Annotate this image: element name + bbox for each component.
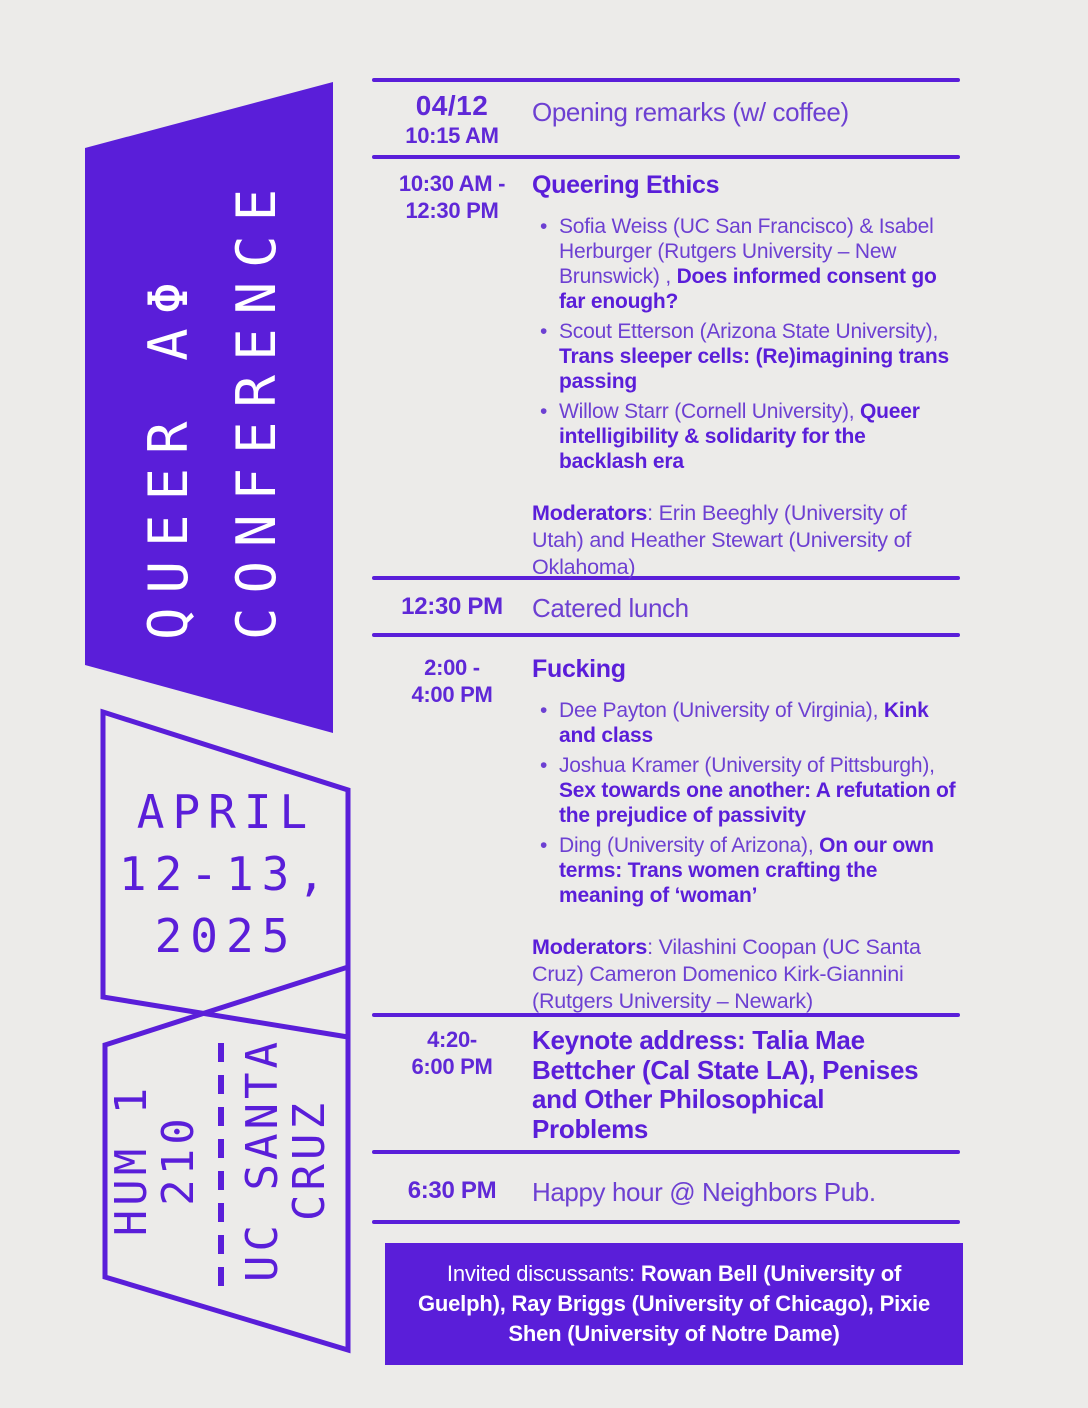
keynote-time (380, 1026, 524, 1080)
date-line3: 2025 (154, 909, 298, 963)
divider-line (372, 633, 960, 637)
schedule-row-lunch (372, 592, 960, 624)
session1-talks (532, 214, 956, 474)
schedule-row-opening (372, 90, 960, 148)
talk-item (532, 753, 956, 828)
session2-title: Fucking (532, 655, 626, 683)
talk-title: Does informed consent go far enough? (559, 265, 937, 313)
happy-hour-time-label: 6:30 PM (407, 1177, 497, 1204)
session2-talks (532, 698, 956, 908)
conference-dates (76, 781, 376, 967)
lunch-time (380, 592, 524, 622)
keynote-time-start: 4:20- (427, 1027, 477, 1052)
moderators-names: : Erin Beeghly (University of Utah) and Heather Stewart (University of Oklahoma) (532, 501, 912, 579)
invited-discussants-names: Rowan Bell (University of Guelph), Ray Briggs (University of Chicago), Pixie Shen (University of Notre Dame) (418, 1261, 930, 1346)
conference-title-line1: QUEER ΑΦ (137, 267, 200, 640)
session1-time-start: 10:30 AM - (398, 171, 506, 196)
keynote-title: Keynote address: Talia Mae Bettcher (Cal State LA), Penises and Other Philosophical Problems (532, 1025, 919, 1144)
speaker-name: Willow Starr (Cornell University), (559, 400, 861, 423)
opening-time (380, 90, 524, 149)
session1-time-end: 12:30 PM (405, 198, 499, 223)
opening-description: Opening remarks (w/ coffee) (532, 97, 849, 127)
venue-building: HUM 1 (106, 1083, 157, 1237)
session2-time-start: 2:00 - (424, 655, 480, 680)
lunch-time-label: 12:30 PM (401, 593, 503, 620)
session2-time-end: 4:00 PM (411, 682, 493, 707)
venue-campus-line1: UC SANTA (237, 1038, 288, 1282)
conference-title-line2: CONFERENCE (225, 174, 288, 640)
schedule-row-keynote (372, 1026, 960, 1144)
invited-discussants-box (385, 1243, 963, 1365)
divider-line (372, 1150, 960, 1154)
talk-item (532, 399, 956, 474)
date-line1: APRIL (136, 785, 316, 839)
speaker-name: Scout Etterson (Arizona State University), (559, 320, 939, 343)
conference-title (125, 160, 315, 640)
talk-title: Kink and class (559, 699, 929, 747)
speaker-name: Joshua Kramer (University of Pittsburgh), (559, 754, 935, 777)
talk-item (532, 833, 956, 908)
schedule-row-happy-hour (372, 1176, 960, 1208)
talk-title: On our own terms: Trans women crafting the meaning of ‘woman’ (559, 834, 934, 907)
venue-room: 210 (153, 1114, 204, 1206)
lunch-description: Catered lunch (532, 593, 689, 623)
moderators-label: Moderators (532, 935, 648, 959)
opening-time-label: 10:15 AM (405, 123, 499, 148)
talk-item (532, 319, 956, 394)
session2-moderators (532, 934, 962, 1015)
divider-line (372, 78, 960, 82)
venue-campus-line2: CRUZ (284, 1099, 335, 1221)
session2-time (380, 654, 524, 708)
speaker-name: Dee Payton (University of Virginia), (559, 699, 884, 722)
moderators-names: : Vilashini Coopan (UC Santa Cruz) Cameron Domenico Kirk-Giannini (Rutgers University – Newark) (532, 935, 921, 1013)
schedule-row-session2 (372, 654, 960, 1015)
talk-title: Queer intelligibility & solidarity for the backlash era (559, 400, 920, 473)
divider-line (372, 1220, 960, 1224)
invited-discussants-lead: Invited discussants: (446, 1261, 641, 1286)
talk-title: Trans sleeper cells: (Re)imagining trans passing (559, 345, 949, 393)
session1-moderators (532, 500, 962, 581)
speaker-name: Sofia Weiss (UC San Francisco) & Isabel Herburger (Rutgers University – New Brunswick) , (559, 215, 934, 288)
session1-title: Queering Ethics (532, 171, 720, 199)
divider-line (372, 155, 960, 159)
happy-hour-time (380, 1176, 524, 1206)
venue-location (108, 1020, 344, 1300)
schedule-row-session1 (372, 170, 960, 581)
speaker-name: Ding (University of Arizona), (559, 834, 820, 857)
keynote-time-end: 6:00 PM (411, 1054, 493, 1079)
date-line2: 12-13, (118, 847, 334, 901)
happy-hour-description: Happy hour @ Neighbors Pub. (532, 1177, 876, 1207)
talk-item (532, 214, 956, 314)
venue-dashed-divider (218, 1034, 224, 1286)
moderators-label: Moderators (532, 501, 648, 525)
talk-item (532, 698, 956, 748)
session1-time (380, 170, 524, 224)
opening-date: 04/12 (415, 90, 489, 121)
talk-title: Sex towards one another: A refutation of the prejudice of passivity (559, 779, 956, 827)
